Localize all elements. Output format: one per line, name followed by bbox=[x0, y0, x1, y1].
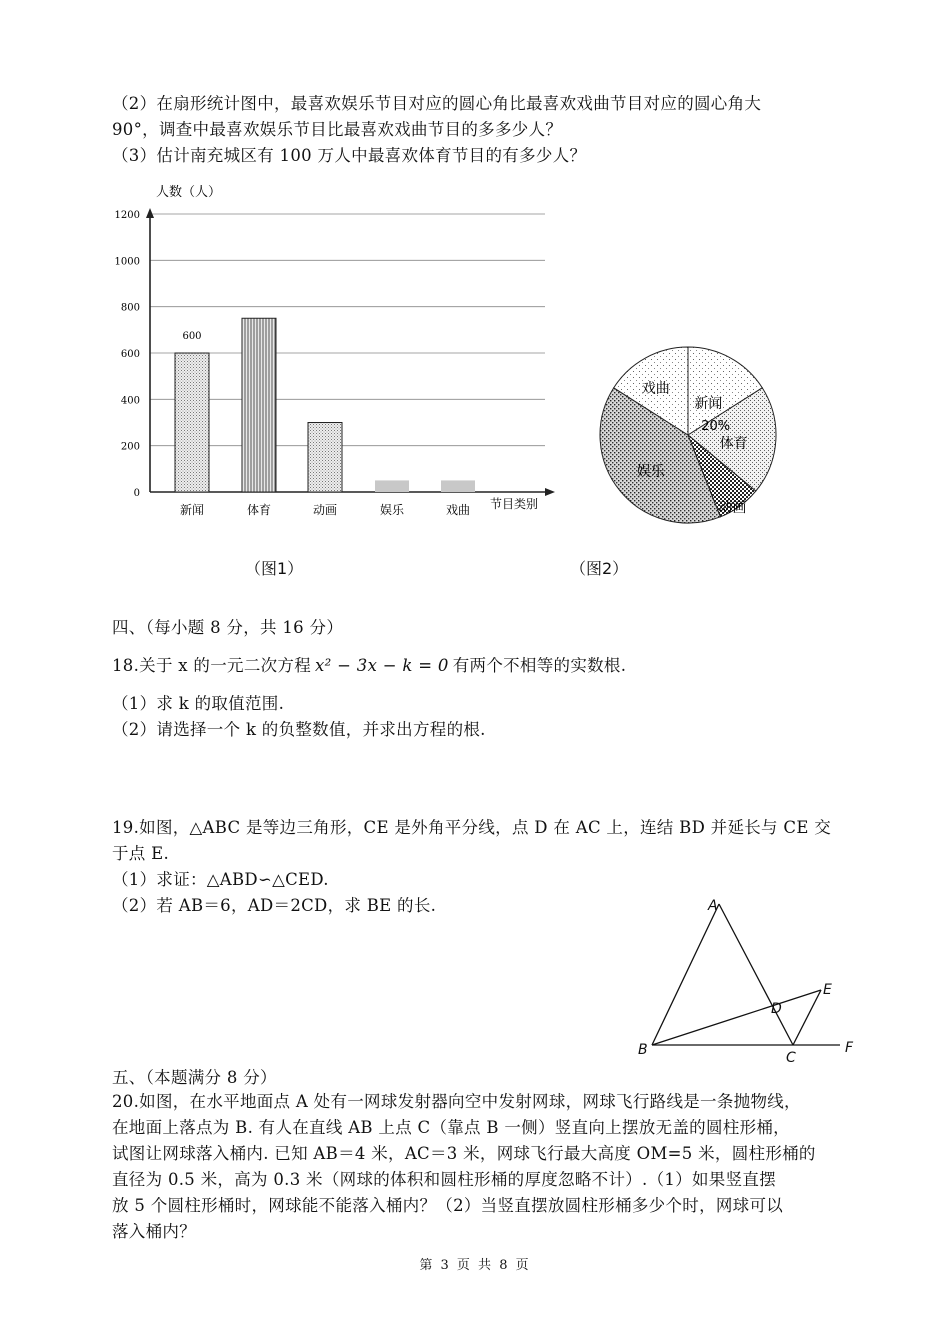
x-tick-label: 戏曲 bbox=[445, 503, 471, 517]
triangle-figure bbox=[630, 890, 870, 1070]
q20-line4: 直径为 0.5 米，高为 0.3 米（网球的体积和圆柱形桶的厚度忽略不计）.（1）如果竖直摆 bbox=[112, 1170, 777, 1189]
q18-equation: x² − 3x − k = 0 bbox=[315, 656, 449, 675]
y-tick-label: 400 bbox=[120, 395, 140, 407]
x-axis-label: 节目类别 bbox=[490, 497, 539, 511]
q18-intro-b: 有两个不相等的实数根. bbox=[452, 656, 627, 675]
y-tick-label: 200 bbox=[120, 441, 140, 453]
q18-intro: 18.关于 x 的一元二次方程 bbox=[112, 656, 312, 675]
q17-part2-line2: 90°，调查中最喜欢娱乐节目比最喜欢戏曲节目的多多少人？ bbox=[112, 120, 563, 139]
label-D: D bbox=[771, 1001, 782, 1017]
y-tick-label: 1200 bbox=[114, 210, 140, 221]
pie-marks bbox=[600, 347, 776, 523]
label-E: E bbox=[823, 982, 832, 998]
bar-chart bbox=[100, 178, 570, 528]
pie-label: 新闻 bbox=[694, 395, 723, 412]
x-axis-arrow bbox=[545, 488, 555, 496]
x-tick-label: 动画 bbox=[312, 503, 338, 517]
pie-label: 娱乐 bbox=[636, 463, 665, 480]
figure2-caption: （图2） bbox=[570, 559, 629, 578]
y-tick-label: 600 bbox=[120, 349, 140, 360]
x-tick-label: 体育 bbox=[246, 503, 272, 517]
segment-BE bbox=[652, 990, 821, 1045]
x-tick-label: 娱乐 bbox=[379, 503, 405, 517]
q20-line6: 落入桶内？ bbox=[112, 1222, 196, 1241]
x-tick-label: 新闻 bbox=[179, 503, 205, 517]
label-F: F bbox=[845, 1040, 854, 1056]
pie-label: 动画 bbox=[718, 500, 747, 517]
y-tick-label: 0 bbox=[133, 488, 140, 499]
q20-line5: 放 5 个圆柱形桶时，网球能不能落入桶内？（2）当竖直摆放圆柱形桶多少个时，网球可以 bbox=[112, 1196, 784, 1215]
y-axis-label: 人数（人） bbox=[156, 185, 222, 200]
bar bbox=[242, 318, 276, 492]
section4-heading: 四、（每小题 8 分，共 16 分） bbox=[112, 618, 344, 637]
q19-line2: 于点 E. bbox=[112, 844, 170, 863]
q20-line1: 20.如图，在水平地面点 A 处有一网球发射器向空中发射网球，网球飞行路线是一条抛物线， bbox=[112, 1092, 801, 1111]
bar-marks bbox=[175, 318, 475, 517]
data-label: 600 bbox=[182, 331, 202, 342]
section5-heading: 五、（本题满分 8 分） bbox=[112, 1068, 277, 1087]
y-axis-arrow bbox=[146, 208, 154, 218]
bar-yticks bbox=[115, 210, 140, 499]
q19-part2: （2）若 AB＝6，AD＝2CD，求 BE 的长. bbox=[112, 896, 437, 915]
bar bbox=[308, 423, 342, 493]
pie-label: 戏曲 bbox=[641, 381, 670, 398]
page-footer: 第 3 页 共 8 页 bbox=[419, 1258, 531, 1273]
q17-part3: （3）估计南充城区有 100 万人中最喜欢体育节目的有多少人？ bbox=[112, 146, 587, 165]
label-C: C bbox=[786, 1050, 796, 1066]
bar bbox=[175, 353, 209, 492]
segment-AB bbox=[652, 904, 719, 1045]
q18-part1: （1）求 k 的取值范围. bbox=[112, 694, 285, 713]
q17-part2-line1: （2）在扇形统计图中，最喜欢娱乐节目对应的圆心角比最喜欢戏曲节目对应的圆心角大 bbox=[112, 94, 762, 113]
figure1-caption: （图1） bbox=[245, 559, 304, 578]
pie-percent-label: 20% bbox=[701, 418, 731, 434]
label-A: A bbox=[708, 898, 718, 914]
label-B: B bbox=[638, 1042, 648, 1058]
q20-line2: 在地面上落点为 B. 有人在直线 AB 上点 C（靠点 B 一侧）竖直向上摆放无盖的圆柱形桶， bbox=[112, 1118, 790, 1137]
q20-line3: 试图让网球落入桶内. 已知 AB＝4 米，AC＝3 米，网球飞行最大高度 OM=5 米，圆柱形桶的 bbox=[112, 1144, 816, 1163]
pie-chart bbox=[590, 340, 790, 540]
bar bbox=[375, 480, 409, 492]
q18-part2: （2）请选择一个 k 的负整数值，并求出方程的根. bbox=[112, 720, 486, 739]
pie-label: 体育 bbox=[719, 435, 748, 452]
y-tick-label: 800 bbox=[120, 302, 140, 314]
q19-line1: 19.如图，△ABC 是等边三角形，CE 是外角平分线，点 D 在 AC 上，连结 BD 并延长与 CE 交 bbox=[112, 818, 832, 837]
bar bbox=[441, 480, 475, 492]
q18-stem bbox=[112, 652, 626, 676]
segment-AC bbox=[719, 904, 793, 1045]
q19-part1: （1）求证：△ABD∽△CED. bbox=[112, 870, 329, 889]
y-tick-label: 1000 bbox=[114, 256, 140, 268]
